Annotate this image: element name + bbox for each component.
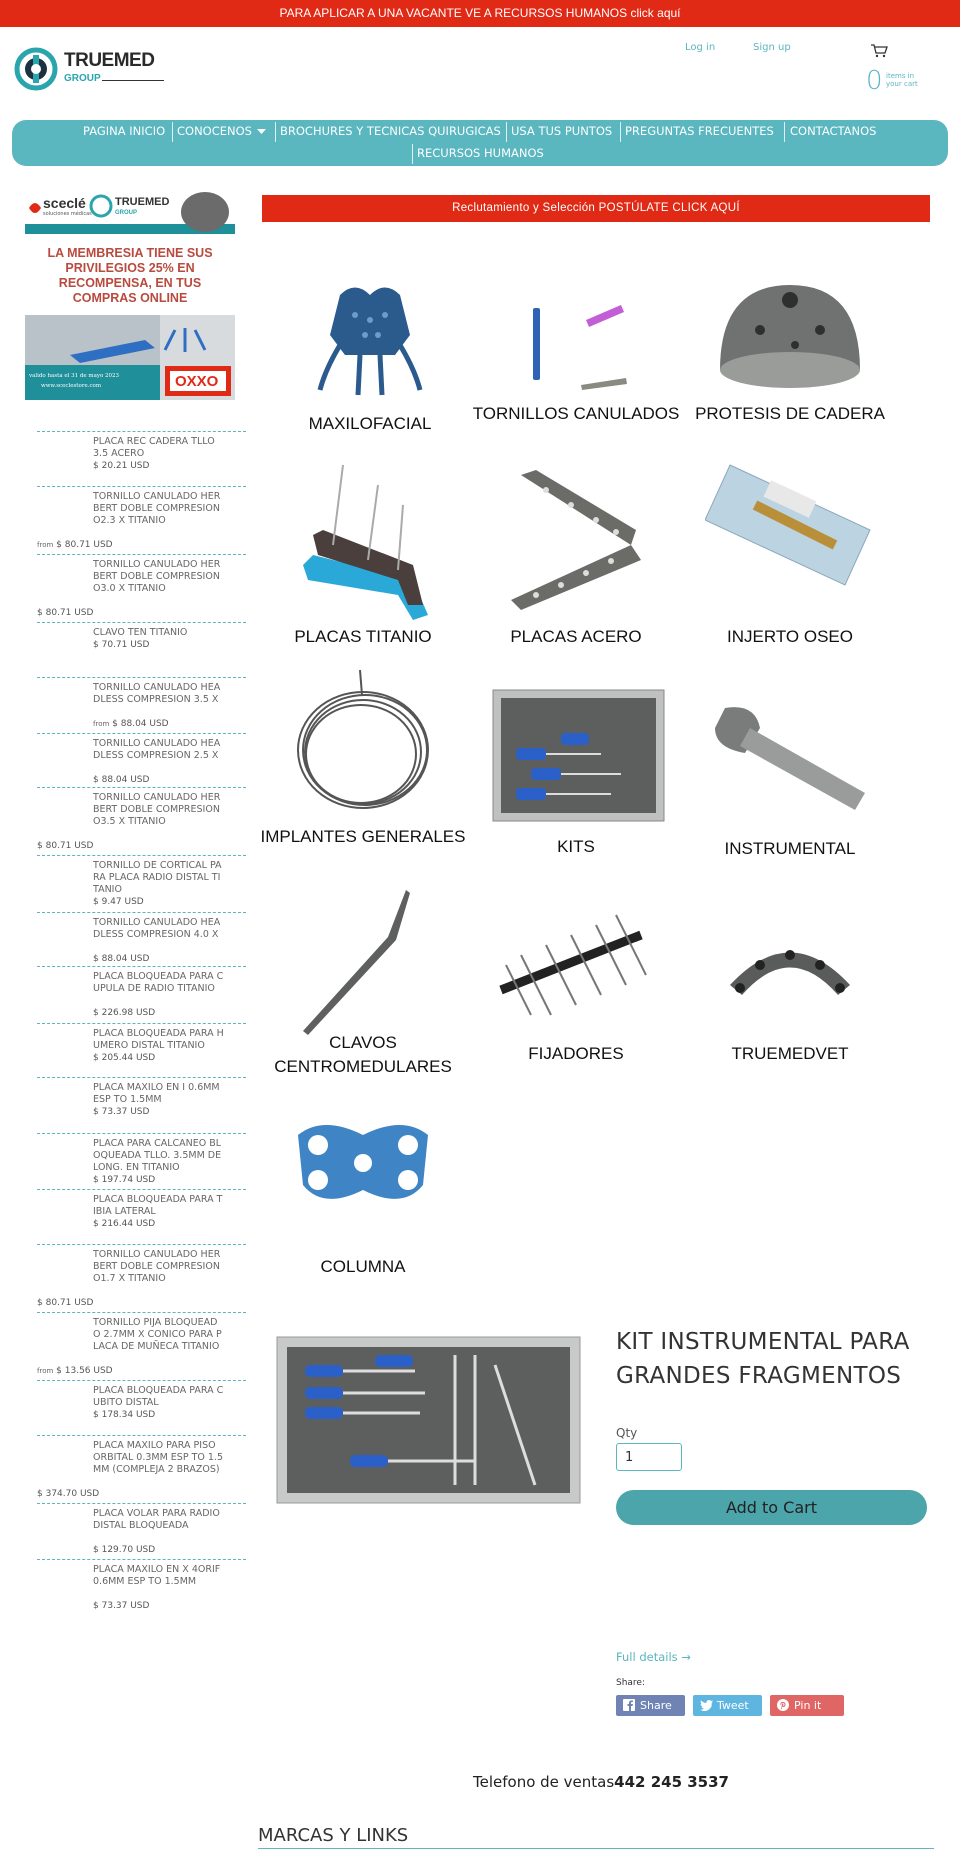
- banner-brand1: sceclé: [43, 195, 86, 211]
- list-item[interactable]: [37, 1133, 246, 1189]
- category-placas-titanio[interactable]: [258, 460, 468, 660]
- login-link[interactable]: Log in: [685, 42, 716, 53]
- list-item[interactable]: [37, 1244, 246, 1312]
- list-item[interactable]: [37, 1503, 246, 1559]
- clavos-centromedulares-image: [288, 885, 438, 1040]
- product-name: TORNILLO CANULADO HERBERT DOBLE COMPRESION O1.7 X TITANIO: [93, 1249, 221, 1284]
- marcas-heading: MARCAS Y LINKS: [258, 1825, 934, 1849]
- placas-titanio-image: [293, 465, 443, 625]
- list-item[interactable]: [37, 733, 246, 787]
- product-name: TORNILLO PIJA BLOQUEADO 2.7MM X CONICO PARA PLACA DE MUÑECA TITANIO: [93, 1317, 222, 1352]
- product-price: $ 178.34 USD: [93, 1410, 156, 1420]
- qty-input[interactable]: [616, 1443, 682, 1471]
- product-price: $ 80.71 USD: [37, 608, 94, 618]
- tweet-text: Tweet: [717, 1699, 749, 1712]
- category-label: IMPLANTES GENERALES: [260, 827, 466, 846]
- featured-product-image[interactable]: [275, 1335, 582, 1505]
- product-price: $ 197.74 USD: [93, 1175, 156, 1185]
- instrumental-image: [705, 698, 875, 818]
- nav-contactanos[interactable]: CONTACTANOS: [790, 124, 877, 138]
- list-item[interactable]: [37, 622, 246, 677]
- fijadores-image: [491, 900, 661, 1020]
- category-label: KITS: [557, 837, 595, 856]
- truemed-logo-icon: [14, 47, 58, 91]
- category-fijadores[interactable]: [471, 885, 681, 1095]
- product-price: $ 20.21 USD: [93, 461, 150, 471]
- product-name: TORNILLO DE CORTICAL PARA PLACA RADIO DISTAL TITANIO: [93, 860, 222, 895]
- category-label: PROTESIS DE CADERA: [695, 404, 885, 423]
- protesis-cadera-image: [715, 275, 865, 400]
- list-item[interactable]: [37, 677, 246, 733]
- category-maxilofacial[interactable]: [265, 275, 475, 455]
- nav-separator: [412, 144, 413, 164]
- product-name: PLACA PARA CALCANEO BLOQUEADA TLLO. 3.5MM DE LONG. EN TITANIO: [93, 1138, 222, 1173]
- maxilofacial-image: [300, 275, 440, 405]
- product-name: TORNILLO CANULADO HEADLESS COMPRESION 3.5 X: [93, 682, 221, 705]
- product-name: PLACA MAXILO EN X 4ORIF 0.6MM ESP TO 1.5MM: [93, 1564, 221, 1587]
- list-item[interactable]: [37, 486, 246, 554]
- tornillos-canulados-image: [506, 290, 646, 400]
- nav-preguntas-frecuentes[interactable]: PREGUNTAS FRECUENTES: [625, 124, 774, 138]
- list-item[interactable]: [37, 966, 246, 1023]
- share-label: Share:: [616, 1678, 646, 1688]
- columna-image: [283, 1115, 443, 1215]
- list-item[interactable]: [37, 1435, 246, 1503]
- banner-url: www.sceclestore.com: [41, 383, 102, 389]
- category-injerto-oseo[interactable]: [685, 460, 895, 660]
- list-item[interactable]: [37, 1189, 246, 1244]
- qty-label: Qty: [616, 1426, 638, 1440]
- product-name: TORNILLO CANULADO HEADLESS COMPRESION 4.0 X: [93, 917, 221, 940]
- product-name: PLACA MAXILO PARA PISO ORBITAL 0.3MM ESP TO 1.5MM (COMPLEJA 2 BRAZOS): [93, 1440, 223, 1475]
- product-price: $ 73.37 USD: [93, 1107, 150, 1117]
- product-price: $ 129.70 USD: [93, 1545, 156, 1555]
- category-label: PLACAS TITANIO: [294, 627, 432, 646]
- product-name: TORNILLO CANULADO HEADLESS COMPRESION 2.5 X: [93, 738, 221, 761]
- site-header: [0, 27, 960, 115]
- product-name: PLACA BLOQUEADA PARA CUPULA DE RADIO TITANIO: [93, 971, 224, 994]
- pin-text: Pin it: [794, 1699, 822, 1712]
- category-label: TRUEMEDVET: [731, 1044, 849, 1063]
- kits-image: [491, 688, 666, 823]
- top-announcement-bar[interactable]: PARA APLICAR A UNA VACANTE VE A RECURSOS HUMANOS click aquí: [0, 0, 960, 27]
- share-text: Share: [640, 1699, 672, 1712]
- injerto-oseo-image: [705, 460, 875, 590]
- truemedvet-image: [720, 930, 860, 1010]
- phone-number: 442 245 3537: [614, 1773, 729, 1791]
- banner-promo-text: LA MEMBRESIA TIENE SUS PRIVILEGIOS 25% EN RECOMPENSA, EN TUS COMPRAS ONLINE: [47, 246, 213, 305]
- add-to-cart-button[interactable]: Add to Cart: [616, 1490, 927, 1525]
- category-placas-acero[interactable]: [471, 460, 681, 660]
- product-name: PLACA BLOQUEADA PARA HUMERO DISTAL TITANIO: [93, 1028, 224, 1051]
- nav-pagina-inicio[interactable]: PAGINA INICIO: [83, 124, 166, 138]
- nav-recursos-humanos[interactable]: RECURSOS HUMANOS: [417, 146, 544, 160]
- product-name: PLACA MAXILO EN I 0.6MM ESP TO 1.5MM: [93, 1082, 220, 1105]
- list-item[interactable]: [37, 787, 246, 855]
- facebook-icon: [623, 1699, 635, 1711]
- pinterest-icon: [777, 1699, 789, 1711]
- category-clavos-centromedulares[interactable]: [258, 885, 468, 1095]
- product-price: $ 88.04 USD: [93, 775, 150, 785]
- logo-underline: [102, 80, 164, 81]
- list-item[interactable]: [37, 1559, 246, 1615]
- banner-brand2: TRUEMED: [115, 196, 170, 208]
- featured-product-title[interactable]: KIT INSTRUMENTAL PARA GRANDES FRAGMENTOS: [616, 1329, 910, 1389]
- recruitment-button[interactable]: Reclutamiento y Selección POSTÚLATE CLICK AQUÍ: [262, 195, 930, 222]
- product-name: PLACA BLOQUEADA PARA CUBITO DISTAL: [93, 1385, 224, 1408]
- product-price: $ 88.04 USD: [93, 954, 150, 964]
- product-name: TORNILLO CANULADO HERBERT DOBLE COMPRESION O3.0 X TITANIO: [93, 559, 221, 594]
- category-instrumental[interactable]: [685, 670, 895, 880]
- list-item[interactable]: [37, 1312, 246, 1380]
- product-price: $ 374.70 USD: [37, 1489, 100, 1499]
- list-item[interactable]: [37, 554, 246, 622]
- banner-brand1-sub: soluciones médicas: [43, 211, 92, 217]
- product-name: TORNILLO CANULADO HERBERT DOBLE COMPRESION O2.3 X TITANIO: [93, 491, 221, 526]
- product-price: $ 226.98 USD: [93, 1008, 156, 1018]
- nav-separator: [784, 122, 785, 142]
- oxxo-logo: OXXO: [175, 373, 219, 390]
- nav-conocenos[interactable]: CONOCENOS: [177, 124, 252, 138]
- category-label: TORNILLOS CANULADOS: [472, 404, 680, 423]
- category-label: COLUMNA: [320, 1257, 406, 1276]
- facebook-share-button[interactable]: [616, 1695, 685, 1716]
- category-tornillos-canulados[interactable]: [471, 275, 681, 455]
- list-item[interactable]: [37, 431, 246, 486]
- cart-text: items in your cart: [886, 72, 918, 88]
- product-price: from $ 13.56 USD: [37, 1366, 113, 1376]
- list-item[interactable]: [37, 855, 246, 912]
- product-price: $ 70.71 USD: [93, 640, 150, 650]
- sales-phone[interactable]: [473, 1773, 729, 1791]
- chevron-down-icon[interactable]: [257, 129, 266, 135]
- phone-label: Telefono de ventas: [473, 1773, 615, 1791]
- product-price: $ 80.71 USD: [37, 1298, 94, 1308]
- list-item[interactable]: [37, 1077, 246, 1133]
- category-label: INJERTO OSEO: [727, 627, 853, 646]
- nav-separator: [275, 122, 276, 142]
- category-label: FIJADORES: [528, 1044, 624, 1063]
- logo-title: TRUEMED: [64, 50, 155, 71]
- twitter-icon: [700, 1700, 713, 1711]
- nav-separator: [172, 122, 173, 142]
- product-price: from $ 80.71 USD: [37, 540, 113, 550]
- implantes-generales-image: [288, 670, 438, 820]
- product-name: CLAVO TEN TITANIO: [93, 627, 188, 638]
- banner-brand2-sub: GROUP: [115, 210, 138, 216]
- product-name: PLACA BLOQUEADA PARA TIBIA LATERAL: [93, 1194, 223, 1217]
- category-protesis-de-cadera[interactable]: [685, 275, 895, 455]
- logo-subtitle: GROUP: [64, 73, 101, 84]
- banner-valid-text: valido hasta el 31 de mayo 2023: [29, 373, 120, 379]
- product-price: $ 216.44 USD: [93, 1219, 156, 1229]
- product-name: PLACA VOLAR PARA RADIO DISTAL BLOQUEADA: [93, 1508, 220, 1531]
- product-price: $ 80.71 USD: [37, 841, 94, 851]
- category-label: MAXILOFACIAL: [308, 414, 432, 433]
- list-item[interactable]: [37, 1023, 246, 1077]
- product-price: $ 73.37 USD: [93, 1601, 150, 1611]
- full-details-link[interactable]: Full details →: [616, 1650, 691, 1664]
- cart-summary[interactable]: [858, 63, 936, 103]
- category-label: CLAVOS CENTROMEDULARES: [274, 1033, 452, 1076]
- nav-brochures[interactable]: BROCHURES Y TECNICAS QUIRUGICAS: [280, 124, 501, 138]
- product-name: PLACA REC CADERA TLLO 3.5 ACERO: [93, 436, 215, 459]
- nav-usa-tus-puntos[interactable]: USA TUS PUNTOS: [511, 124, 613, 138]
- category-label: INSTRUMENTAL: [724, 839, 856, 858]
- pinterest-share-button[interactable]: [770, 1695, 844, 1716]
- nav-separator: [506, 122, 507, 142]
- product-name: TORNILLO CANULADO HERBERT DOBLE COMPRESION O3.5 X TITANIO: [93, 792, 221, 827]
- category-kits[interactable]: [471, 670, 681, 880]
- category-label: PLACAS ACERO: [510, 627, 642, 646]
- main-navigation: [12, 120, 948, 166]
- truemed-logo[interactable]: [14, 47, 164, 97]
- cart-icon[interactable]: [870, 44, 888, 58]
- product-price: $ 205.44 USD: [93, 1053, 156, 1063]
- category-columna[interactable]: [258, 1100, 468, 1290]
- list-item[interactable]: [37, 912, 246, 966]
- category-truemedvet[interactable]: [685, 885, 895, 1095]
- signup-link[interactable]: Sign up: [753, 42, 791, 53]
- product-price: $ 9.47 USD: [93, 897, 144, 907]
- list-item[interactable]: [37, 1380, 246, 1435]
- twitter-share-button[interactable]: [693, 1695, 762, 1716]
- category-implantes-generales[interactable]: [258, 670, 468, 880]
- nav-separator: [620, 122, 621, 142]
- cart-count: 0: [866, 66, 883, 96]
- placas-acero-image: [501, 465, 651, 620]
- product-price: from $ 88.04 USD: [93, 719, 169, 729]
- promo-banner[interactable]: [25, 190, 235, 400]
